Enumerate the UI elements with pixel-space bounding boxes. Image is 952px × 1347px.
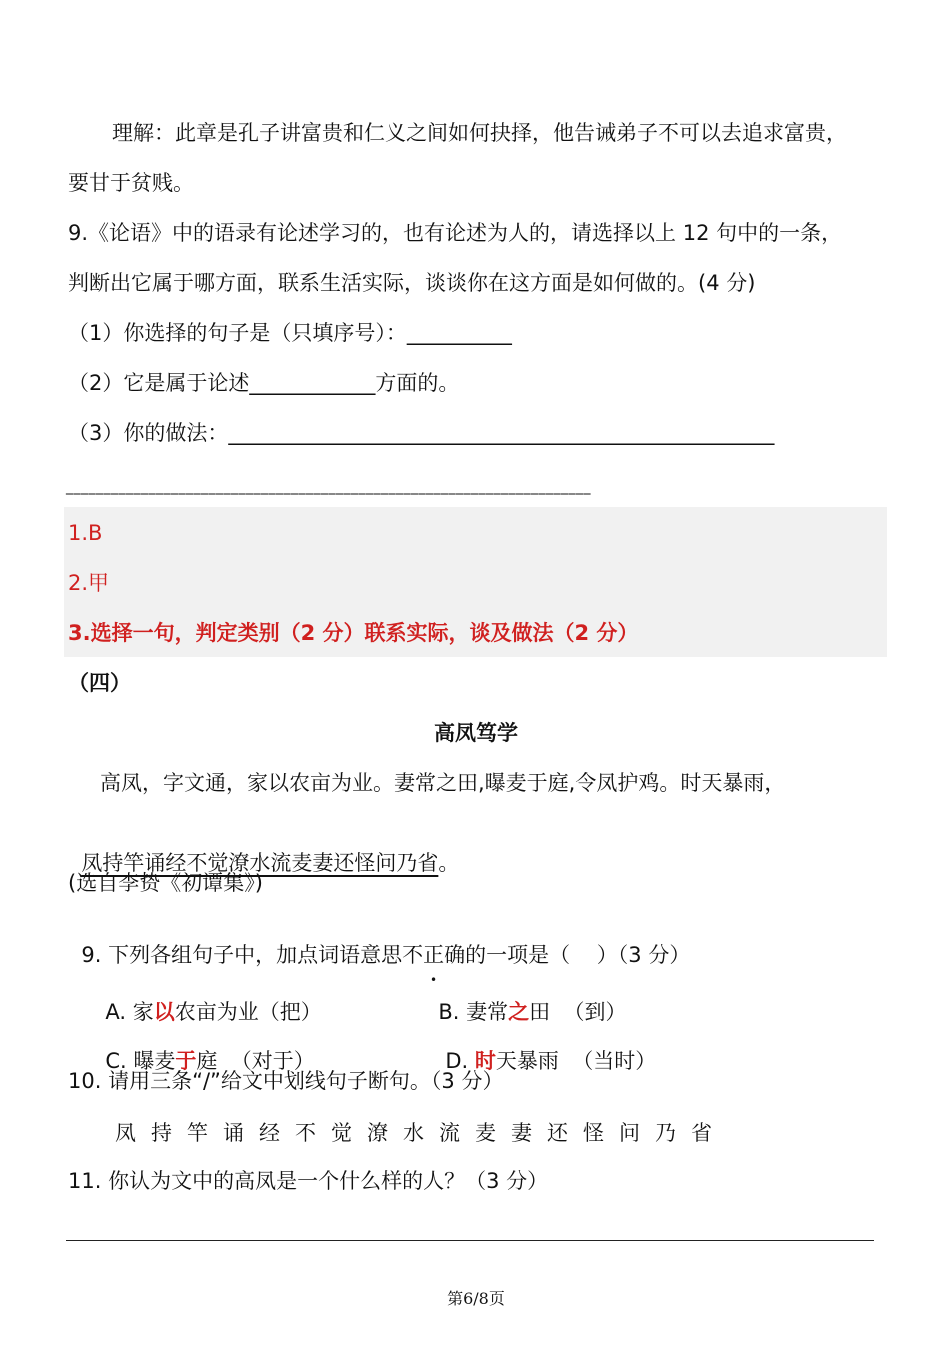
q9-lunyu-part-2: （2）它是属于论述____________方面的。 [68,371,460,395]
answer-1: 1.B [68,521,103,545]
passage-line-1: 高凤，字文通，家以农亩为业。妻常之田,曝麦于庭,令凤护鸡。时天暴雨， [100,771,786,795]
q9-lunyu-line-1: 9.《论语》中的语录有论述学习的，也有论述为人的，请选择以上 12 句中的一条， [68,221,843,245]
option-c-key: 于 [175,1049,197,1073]
passage-period: 。 [438,851,460,875]
option-d-post: 天暴雨 （当时） [495,1049,657,1073]
option-c-pre: C. 曝麦 [105,1049,176,1073]
answer-3: 3.选择一句，判定类别（2 分）联系实际，谈及做法（2 分） [68,621,639,645]
section-four-heading: （四） [68,671,131,695]
passage-title: 高凤笃学 [434,721,518,745]
option-d-pre: D. [445,1049,475,1073]
q9-stem [68,910,690,970]
option-b-key: 之 [508,1000,530,1024]
option-a-pre: A. 家 [105,1000,154,1024]
page-footer: 第6/8页 [447,1289,505,1308]
understanding-line-1: 理解：此章是孔子讲富贵和仁义之间如何抉择，他告诫弟子不可以去追求富贵， [112,121,847,145]
answer-2: 2.甲 [68,571,110,595]
q9-lunyu-line-2: 判断出它属于哪方面，联系生活实际，谈谈你在这方面是如何做的。(4 分) [68,271,756,295]
q11-stem: 11. 你认为文中的高凤是一个什么样的人？（3 分） [68,1169,549,1193]
option-a-key: 以 [153,1000,175,1024]
q10-characters: 凤持竿诵经不觉潦水流麦妻还怪问乃省 [115,1121,727,1145]
option-b-pre: B. 妻常 [438,1000,509,1024]
passage-source: (选自李贽《初谭集》) [68,871,263,895]
q9-lunyu-part-1: （1）你选择的句子是（只填序号）：__________ [68,321,512,345]
q10-stem: 10. 请用三条“/”给文中划线句子断句。（3 分） [68,1069,504,1093]
q9-dotted-words: 不正确 [402,943,466,967]
option-b-post: 田 （到） [529,1000,627,1024]
option-d-key: 时 [474,1049,496,1073]
q9-lunyu-part-3: （3）你的做法：____________________________________________________ [68,421,775,445]
q9-suffix: 的一项是（ ）（3 分） [465,943,691,967]
option-c-post: 庭 （对于） [196,1049,315,1073]
q9-prefix: 9. 下列各组句子中，加点词语意思 [81,943,403,967]
underlined-sentence: 凤持竿诵经不觉潦水流麦妻还怪问乃省 [81,851,439,875]
option-a-post: 农亩为业（把） [174,1000,322,1024]
q11-answer-line [66,1240,874,1241]
understanding-line-2: 要甘于贫贱。 [68,171,194,195]
q9-lunyu-blank-line: ______________________________________________________________________ [66,479,591,495]
